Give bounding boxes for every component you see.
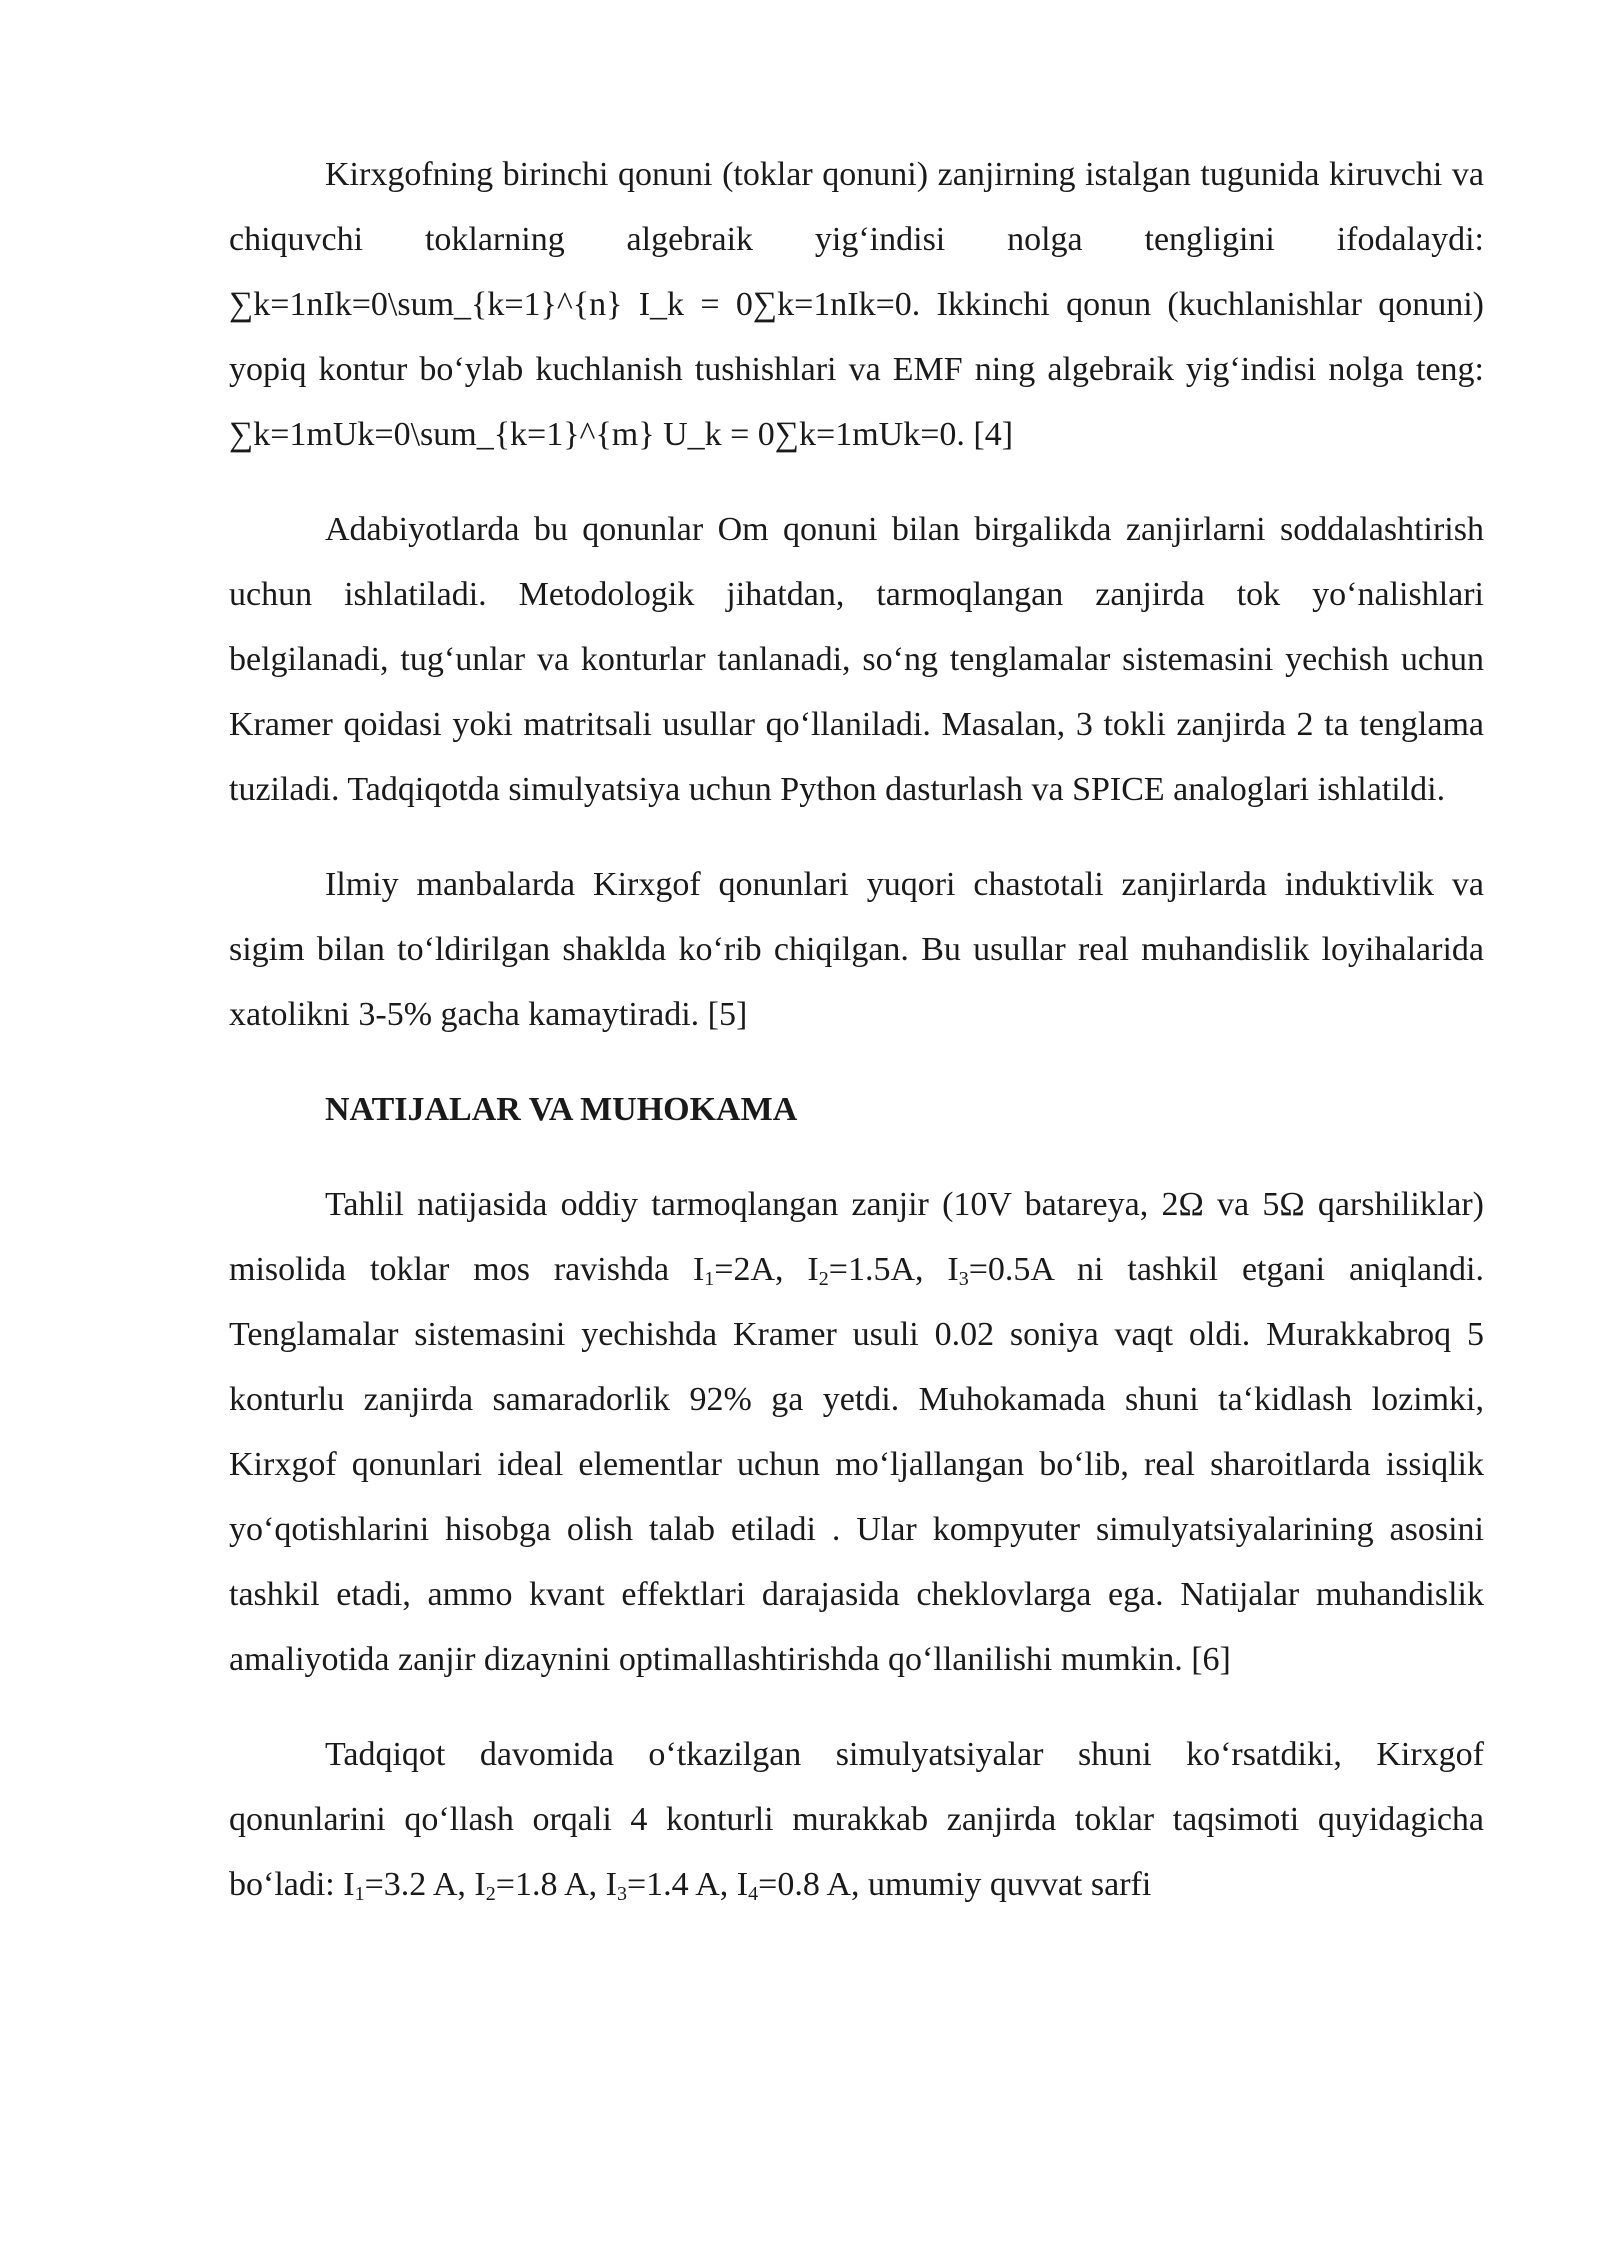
text-run: =1.5A, I <box>828 1251 959 1288</box>
paragraph-scientific-sources: Ilmiy manbalarda Kirxgof qonunlari yuqori chastotali zanjirlarda induktivlik va sigim bilan to‘ldirilgan shaklda ko‘rib chiqilgan. Bu usullar real muhandislik loyihalarida xatolikni 3-5% gacha kamaytiradi. [5] <box>229 866 1484 1033</box>
text-run: =1.4 A, I <box>626 1866 749 1903</box>
paragraph-results <box>229 1172 1484 1692</box>
subscript: 2 <box>485 1883 496 1905</box>
subscript: 1 <box>704 1268 715 1290</box>
paragraph-simulation-results <box>229 1722 1484 1917</box>
subscript: 1 <box>354 1883 365 1905</box>
subscript: 4 <box>748 1883 759 1905</box>
section-heading: NATIJALAR VA MUHOKAMA <box>325 1091 798 1128</box>
text-run: =2A, I <box>714 1251 819 1288</box>
text-run: Tadqiqot davomida o‘tkazilgan simulyatsiyalar shuni ko‘rsatdiki, Kirxgof qonunlarini qo‘llash orqali 4 konturli murakkab zanjirda toklar taqsimoti quyidagicha bo‘ladi: I <box>229 1736 1484 1903</box>
subscript: 3 <box>958 1268 969 1290</box>
paragraph-literature-methodology: Adabiyotlarda bu qonunlar Om qonuni bilan birgalikda zanjirlarni soddalashtirish uchun ishlatiladi. Metodologik jihatdan, tarmoqlangan zanjirda tok yo‘nalishlari belgilanadi, tug‘unlar va konturlar tanlanadi, so‘ng tenglamalar sistemasini yechish uchun Kramer qoidasi yoki matritsali usullar qo‘llaniladi. Masalan, 3 tokli zanjirda 2 ta tenglama tuziladi. Tadqiqotda simulyatsiya uchun Python dasturlash va SPICE analoglari ishlatildi. <box>229 511 1484 808</box>
document-page <box>229 142 1484 1947</box>
paragraph-kirchhoff-laws: Kirxgofning birinchi qonuni (toklar qonuni) zanjirning istalgan tugunida kiruvchi va chiquvchi toklarning algebraik yig‘indisi nolga tengligini ifodalaydi: ∑k=1nIk=0\sum_{k=1}^{n} I_k = 0∑k=1nIk=0. Ikkinchi qonun (kuchlanishlar qonuni) yopiq kontur bo‘ylab kuchlanish tushishlari va EMF ning algebraik yig‘indisi nolga teng: ∑k=1mUk=0\sum_{k=1}^{m} U_k = 0∑k=1mUk=0. [4] <box>229 156 1484 453</box>
subscript: 2 <box>818 1268 829 1290</box>
subscript: 3 <box>616 1883 627 1905</box>
text-run: Tahlil natijasida oddiy tarmoqlangan zanjir (10V batareya, 2Ω va 5Ω qarshiliklar) misolida toklar mos ravishda I <box>229 1186 1484 1288</box>
text-run: =0.8 A, umumiy quvvat sarfi <box>758 1866 1152 1903</box>
text-run: =1.8 A, I <box>495 1866 617 1903</box>
text-run: =3.2 A, I <box>364 1866 486 1903</box>
text-run: =0.5A ni tashkil etgani aniqlandi. Tenglamalar sistemasini yechishda Kramer usuli 0.02 soniya vaqt oldi. Murakkabroq 5 konturlu zanjirda samaradorlik 92% ga yetdi. Muhokamada shuni ta‘kidlash lozimki, Kirxgof qonunlari ideal elementlar uchun mo‘ljallangan bo‘lib, real sharoitlarda issiqlik yo‘qotishlarini hisobga olish talab etiladi . Ular kompyuter simulyatsiyalarining asosini tashkil etadi, ammo kvant effektlari darajasida cheklovlarga ega. Natijalar muhandislik amaliyotida zanjir dizaynini optimallashtirishda qo‘llanilishi mumkin. [6] <box>229 1251 1484 1678</box>
